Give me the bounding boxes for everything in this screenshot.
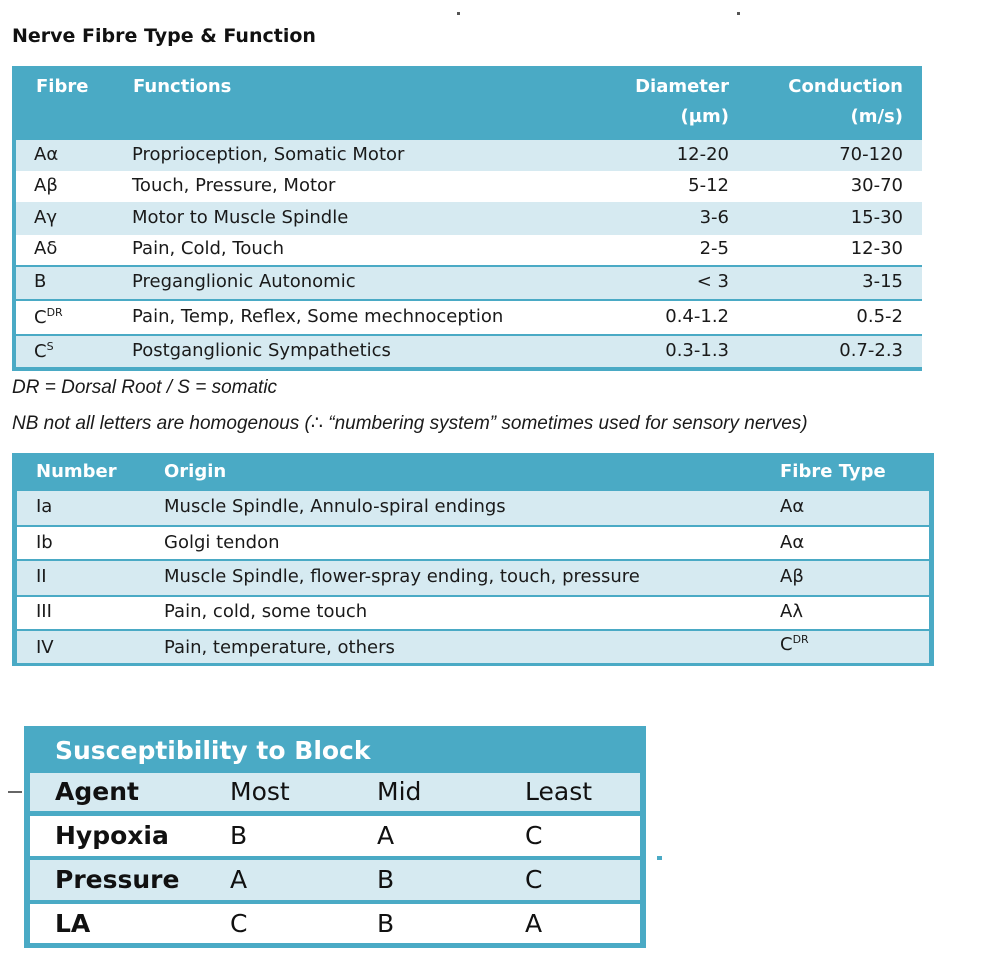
page-title: Nerve Fibre Type & Function: [12, 25, 316, 47]
header-diameter: Diameter: [635, 76, 729, 97]
function-cell: Proprioception, Somatic Motor: [132, 144, 405, 165]
number-cell: II: [36, 566, 47, 587]
table-row: [17, 631, 929, 663]
fibre-table-header: [16, 66, 922, 140]
fibre-superscript: DR: [46, 306, 63, 319]
table-row: [17, 561, 929, 595]
table-row: [17, 491, 929, 525]
least-cell: A: [525, 909, 543, 938]
most-cell: C: [230, 909, 248, 938]
decorative-dash: [8, 791, 22, 793]
diameter-cell: 12-20: [676, 144, 729, 165]
fibre-type-cell: Aλ: [780, 601, 803, 622]
agent-cell: Pressure: [55, 865, 180, 894]
number-cell: Ia: [36, 496, 53, 517]
number-cell: Ib: [36, 532, 53, 553]
function-cell: Touch, Pressure, Motor: [132, 175, 336, 196]
fibre-cell: Aγ: [34, 207, 57, 228]
most-cell: B: [230, 821, 248, 850]
fibre-type-superscript: DR: [792, 633, 809, 646]
conduction-cell: 12-30: [850, 238, 903, 259]
diameter-cell: 0.4-1.2: [665, 306, 729, 327]
table-row: [30, 860, 640, 900]
agent-cell: LA: [55, 909, 91, 938]
header-mid: Mid: [377, 777, 422, 806]
table-row: [16, 203, 922, 235]
origin-cell: Muscle Spindle, Annulo-spiral endings: [164, 496, 506, 517]
block-table-header: [30, 773, 640, 811]
header-number: Number: [36, 461, 117, 482]
fibre-cell: $C^S$: [34, 340, 54, 362]
header-conduction: Conduction: [788, 76, 903, 97]
most-cell: A: [230, 865, 248, 894]
conduction-cell: 15-30: [850, 207, 903, 228]
mid-cell: A: [377, 821, 395, 850]
diameter-cell: < 3: [696, 271, 729, 292]
function-cell: Pain, Temp, Reflex, Some mechnoception: [132, 306, 504, 327]
header-least: Least: [525, 777, 593, 806]
table-row: [16, 171, 922, 203]
number-table-header: [12, 453, 934, 489]
table-row: [16, 301, 922, 334]
function-cell: Postganglionic Sympathetics: [132, 340, 391, 361]
conduction-cell: 30-70: [850, 175, 903, 196]
fibre-cell: B: [34, 271, 47, 292]
decorative-dot: [457, 12, 460, 15]
fibre-cell: $C^{DR}$: [34, 306, 63, 328]
conduction-cell: 0.7-2.3: [839, 340, 903, 361]
fibre-type-cell: Aβ: [780, 566, 804, 587]
fibre-type-cell: Aα: [780, 532, 805, 553]
table-row: [30, 904, 640, 943]
number-table: [12, 453, 934, 666]
conduction-cell: 3-15: [862, 271, 903, 292]
number-cell: IV: [36, 637, 54, 658]
conduction-cell: 70-120: [839, 144, 903, 165]
agent-cell: Hypoxia: [55, 821, 169, 850]
decorative-dot: [737, 12, 740, 15]
header-agent: Agent: [55, 777, 139, 806]
header-fibre-type: Fibre Type: [780, 461, 886, 482]
table-row: [16, 267, 922, 299]
diameter-cell: 0.3-1.3: [665, 340, 729, 361]
fibre-type-cell: $C^{DR}$: [780, 633, 809, 655]
block-table: [24, 726, 646, 948]
mid-cell: B: [377, 909, 395, 938]
origin-cell: Pain, temperature, others: [164, 637, 395, 658]
header-fibre: Fibre: [36, 76, 89, 97]
fibre-table: [12, 66, 922, 371]
origin-cell: Muscle Spindle, flower-spray ending, touch, pressure: [164, 566, 640, 587]
header-diameter-unit: (µm): [680, 106, 729, 127]
table-row: [17, 527, 929, 559]
function-cell: Preganglionic Autonomic: [132, 271, 356, 292]
least-cell: C: [525, 865, 543, 894]
fibre-superscript: S: [46, 340, 54, 353]
header-functions: Functions: [133, 76, 232, 97]
diameter-cell: 5-12: [688, 175, 729, 196]
header-origin: Origin: [164, 461, 227, 482]
least-cell: C: [525, 821, 543, 850]
fibre-cell: Aβ: [34, 175, 58, 196]
table-row: [16, 140, 922, 172]
fibre-cell: Aδ: [34, 238, 58, 259]
table-row: [16, 235, 922, 265]
fibre-type-cell: Aα: [780, 496, 805, 517]
function-cell: Motor to Muscle Spindle: [132, 207, 349, 228]
legend-note: DR = Dorsal Root / S = somatic: [12, 377, 278, 398]
decorative-dot: [657, 856, 662, 860]
function-cell: Pain, Cold, Touch: [132, 238, 285, 259]
nb-note: NB not all letters are homogenous (∴ “numbering system” sometimes used for sensory nerves): [12, 413, 808, 434]
diameter-cell: 2-5: [699, 238, 729, 259]
origin-cell: Pain, cold, some touch: [164, 601, 368, 622]
conduction-cell: 0.5-2: [856, 306, 903, 327]
header-conduction-unit: (m/s): [850, 106, 903, 127]
table-row: [17, 597, 929, 629]
number-cell: III: [36, 601, 52, 622]
table-row: [16, 336, 922, 367]
origin-cell: Golgi tendon: [164, 532, 280, 553]
diameter-cell: 3-6: [699, 207, 729, 228]
mid-cell: B: [377, 865, 395, 894]
header-most: Most: [230, 777, 290, 806]
block-table-title: Susceptibility to Block: [55, 736, 371, 765]
table-row: [30, 816, 640, 856]
fibre-cell: Aα: [34, 144, 59, 165]
